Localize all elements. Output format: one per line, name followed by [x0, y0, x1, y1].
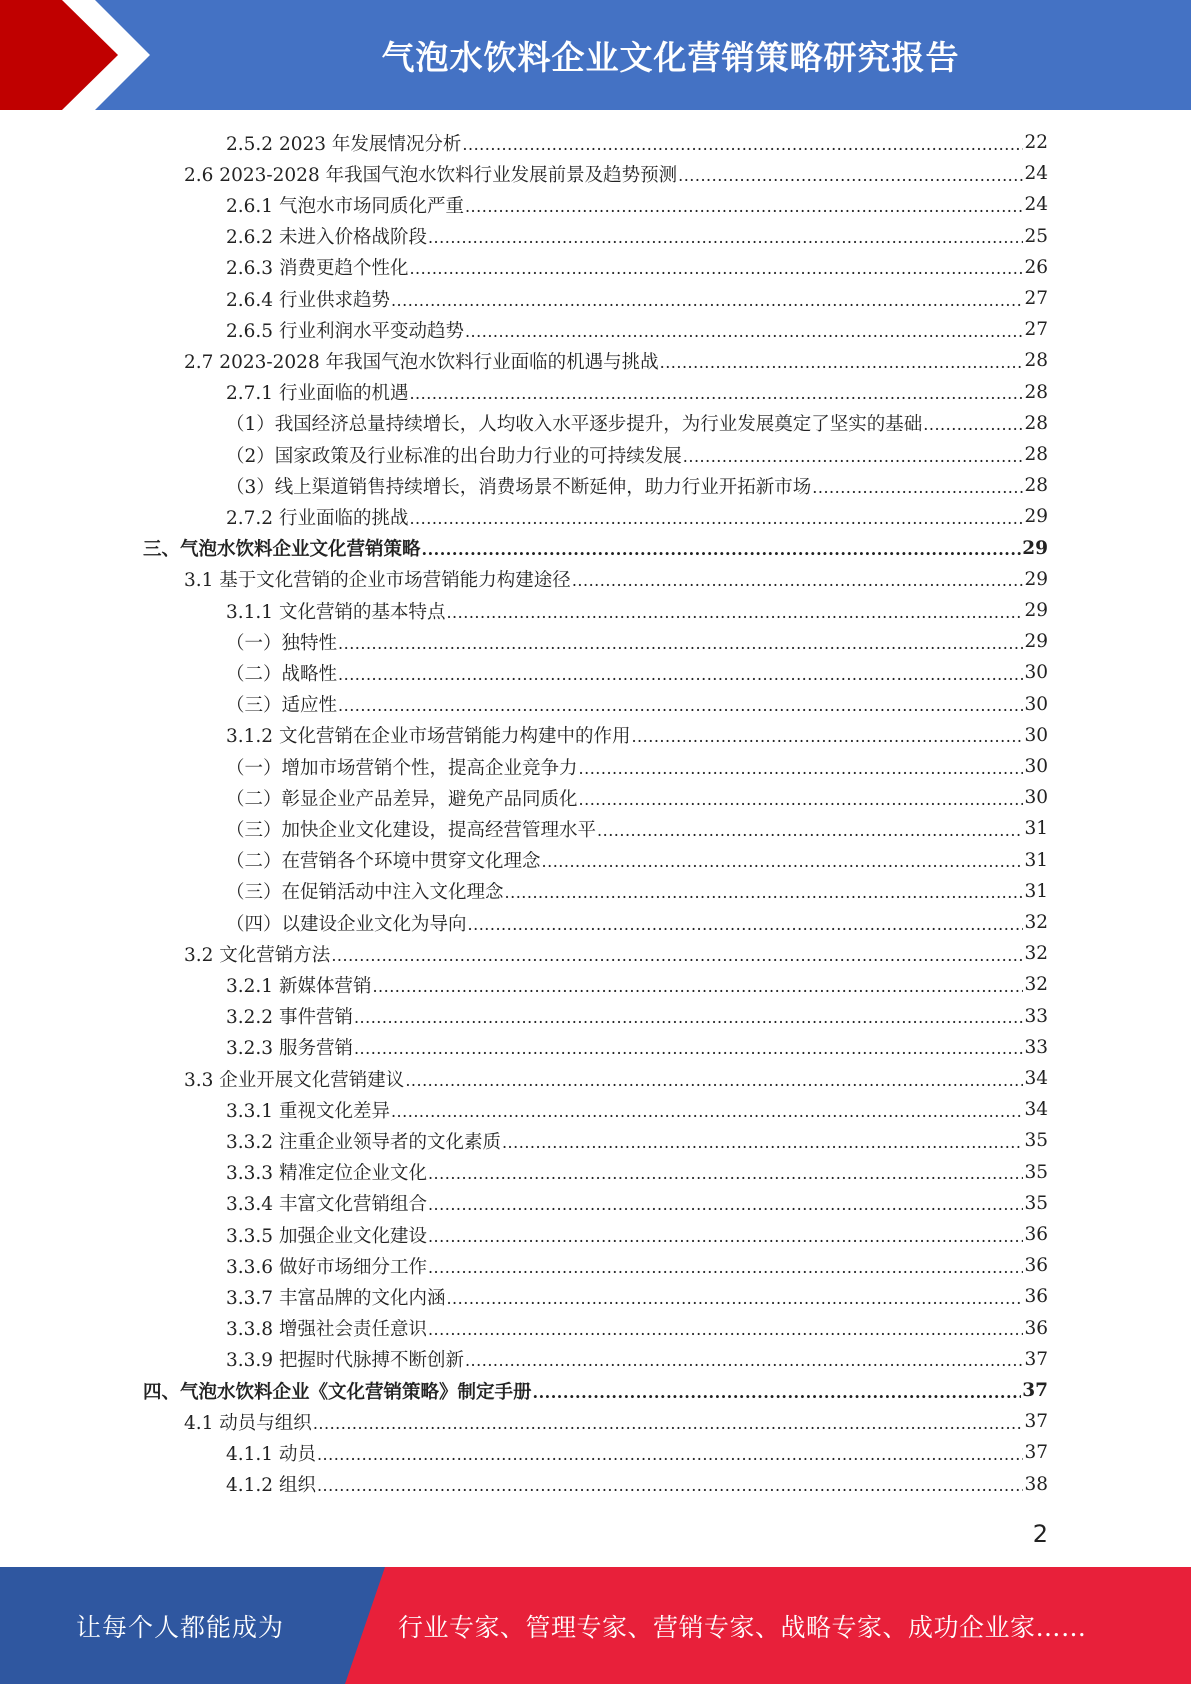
toc-leader-dots — [428, 1194, 1023, 1216]
toc-entry-page: 35 — [1024, 1130, 1048, 1152]
toc-entry-title: （3）线上渠道销售持续增长，消费场景不断延伸，助力行业开拓新市场 — [226, 476, 812, 498]
toc-entry-title: （三）在促销活动中注入文化理念 — [226, 882, 504, 904]
toc-entry[interactable] — [226, 689, 1048, 720]
toc-entry-title: 3.3.1 重视文化差异 — [226, 1100, 390, 1122]
toc-leader-dots — [812, 477, 1023, 499]
toc-entry-page: 29 — [1024, 506, 1048, 528]
toc-entry-page: 37 — [1024, 1411, 1048, 1433]
toc-entry-page: 38 — [1024, 1473, 1048, 1495]
toc-entry[interactable] — [226, 127, 1048, 158]
toc-entry-page: 28 — [1024, 350, 1048, 372]
toc-entry-title: 3.1.1 文化营销的基本特点 — [226, 601, 446, 623]
toc-leader-dots — [354, 1007, 1024, 1029]
toc-leader-dots — [338, 664, 1023, 686]
toc-leader-dots — [428, 227, 1023, 249]
toc-entry-title: 2.7.1 行业面临的机遇 — [226, 383, 409, 405]
toc-entry[interactable] — [226, 751, 1048, 782]
toc-entry[interactable] — [226, 1219, 1048, 1250]
toc-leader-dots — [446, 1288, 1023, 1310]
page-number: 2 — [1032, 1520, 1048, 1548]
toc-leader-dots — [502, 1132, 1023, 1154]
toc-entry-page: 31 — [1024, 880, 1048, 902]
toc-leader-dots — [465, 321, 1023, 343]
toc-entry-page: 30 — [1024, 724, 1048, 746]
toc-entry[interactable] — [226, 221, 1048, 252]
toc-entry[interactable] — [226, 969, 1048, 1000]
toc-entry-title: 4.1.2 组织 — [226, 1475, 316, 1497]
toc-leader-dots — [597, 820, 1023, 842]
toc-leader-dots — [660, 352, 1024, 374]
toc-entry-page: 24 — [1024, 194, 1048, 216]
toc-entry-page: 25 — [1024, 225, 1048, 247]
document-title: 气泡水饮料企业文化营销策略研究报告 — [381, 37, 960, 77]
toc-entry-page: 30 — [1024, 662, 1048, 684]
toc-entry[interactable] — [184, 1406, 1048, 1437]
toc-entry[interactable] — [226, 813, 1048, 844]
toc-entry[interactable] — [184, 345, 1048, 376]
toc-entry-title: 3.2.2 事件营销 — [226, 1007, 353, 1029]
toc-entry-title: 3.3.7 丰富品牌的文化内涵 — [226, 1287, 446, 1309]
toc-entry-page: 28 — [1024, 444, 1048, 465]
toc-entry-title: 2.6 2023-2028 年我国气泡水饮料行业发展前景及趋势预测 — [184, 164, 678, 186]
toc-leader-dots — [317, 1475, 1024, 1497]
toc-entry-title: 2.6.1 气泡水市场同质化严重 — [226, 195, 464, 217]
footer-slogan-right: 行业专家、管理专家、营销专家、战略专家、成功企业家…… — [398, 1612, 1087, 1642]
toc-entry-page: 24 — [1024, 163, 1048, 185]
toc-entry[interactable] — [226, 189, 1048, 220]
toc-entry-page: 32 — [1024, 912, 1048, 933]
toc-leader-dots — [391, 1101, 1023, 1123]
toc-entry-page: 31 — [1024, 818, 1048, 840]
toc-entry[interactable] — [184, 564, 1048, 595]
toc-entry-title: 2.5.2 2023 年发展情况分析 — [226, 133, 462, 155]
toc-entry-page: 30 — [1024, 787, 1048, 809]
toc-leader-dots — [338, 633, 1023, 655]
toc-leader-dots — [579, 789, 1024, 811]
toc-entry-page: 36 — [1024, 1317, 1048, 1339]
toc-entry[interactable] — [226, 470, 1048, 501]
toc-entry-page: 37 — [1022, 1380, 1048, 1401]
toc-leader-dots — [462, 134, 1023, 156]
toc-entry[interactable] — [226, 1437, 1048, 1468]
toc-entry-page: 29 — [1024, 631, 1048, 653]
toc-leader-dots — [405, 1070, 1023, 1092]
toc-leader-dots — [331, 945, 1023, 967]
toc-entry[interactable] — [226, 720, 1048, 751]
toc-entry-page: 33 — [1024, 1036, 1048, 1058]
toc-leader-dots — [428, 1163, 1023, 1185]
toc-entry[interactable] — [226, 876, 1048, 907]
toc-entry-title: （三）加快企业文化建设，提高经营管理水平 — [226, 819, 597, 841]
toc-leader-dots — [338, 695, 1023, 717]
toc-entry-title: 2.6.4 行业供求趋势 — [226, 289, 390, 311]
toc-entry-title: 4.1 动员与组织 — [184, 1412, 312, 1434]
toc-entry-page: 34 — [1024, 1068, 1048, 1089]
toc-leader-dots — [572, 570, 1024, 592]
toc-entry-title: （2）国家政策及行业标准的出台助力行业的可持续发展 — [226, 445, 682, 467]
toc-entry[interactable] — [226, 845, 1048, 876]
toc-entry-page: 34 — [1024, 1099, 1048, 1121]
toc-leader-dots — [579, 758, 1024, 780]
toc-leader-dots — [409, 383, 1023, 405]
toc-entry[interactable] — [226, 782, 1048, 813]
toc-leader-dots — [372, 976, 1023, 998]
toc-entry-page: 27 — [1024, 319, 1048, 341]
toc-entry-title: 3.3.8 增强社会责任意识 — [226, 1319, 427, 1341]
toc-entry[interactable] — [184, 1063, 1048, 1094]
toc-entry-title: 3.1 基于文化营销的企业市场营销能力构建途径 — [184, 570, 571, 592]
toc-leader-dots — [923, 414, 1023, 436]
footer-slogan-left: 让每个人都能成为 — [75, 1612, 284, 1642]
toc-entry[interactable] — [226, 1469, 1048, 1500]
toc-leader-dots — [428, 1226, 1023, 1248]
toc-entry[interactable] — [226, 907, 1048, 938]
toc-leader-dots — [505, 882, 1024, 904]
toc-leader-dots — [422, 539, 1022, 561]
toc-entry-title: （二）彰显企业产品差异，避免产品同质化 — [226, 788, 578, 810]
page-footer — [0, 1567, 1191, 1684]
toc-entry[interactable] — [226, 1032, 1048, 1063]
toc-leader-dots — [631, 726, 1023, 748]
toc-entry-title: 2.7.2 行业面临的挑战 — [226, 507, 409, 529]
toc-entry-page: 26 — [1024, 256, 1048, 278]
toc-entry-page: 36 — [1024, 1255, 1048, 1277]
toc-entry-title: 3.3.3 精准定位企业文化 — [226, 1163, 427, 1185]
toc-entry[interactable] — [226, 1001, 1048, 1032]
page-header — [0, 0, 1191, 110]
toc-entry-title: 2.6.2 未进入价格战阶段 — [226, 227, 427, 249]
toc-entry[interactable] — [226, 252, 1048, 283]
toc-entry-page: 29 — [1022, 537, 1048, 559]
toc-entry-page: 32 — [1024, 974, 1048, 996]
toc-entry[interactable] — [226, 1125, 1048, 1156]
toc-entry[interactable] — [226, 283, 1048, 314]
toc-leader-dots — [428, 1257, 1023, 1279]
toc-entry-page: 35 — [1024, 1192, 1048, 1214]
toc-entry-title: 3.2.3 服务营销 — [226, 1038, 353, 1060]
toc-entry-title: 3.3.2 注重企业领导者的文化素质 — [226, 1131, 501, 1153]
toc-entry[interactable] — [143, 1375, 1048, 1406]
toc-entry-page: 37 — [1024, 1442, 1048, 1464]
toc-entry-page: 32 — [1024, 943, 1048, 965]
toc-leader-dots — [409, 508, 1023, 530]
toc-entry[interactable] — [226, 408, 1048, 439]
toc-entry[interactable] — [226, 439, 1048, 470]
toc-entry-title: （一）独特性 — [226, 632, 338, 654]
toc-entry-page: 28 — [1024, 412, 1048, 434]
toc-entry[interactable] — [226, 1344, 1048, 1375]
toc-leader-dots — [317, 1444, 1024, 1466]
toc-leader-dots — [533, 1382, 1022, 1404]
toc-entry-page: 28 — [1024, 381, 1048, 403]
toc-entry-page: 36 — [1024, 1224, 1048, 1245]
toc-entry[interactable] — [226, 1157, 1048, 1188]
toc-entry-title: （三）适应性 — [226, 695, 338, 717]
toc-entry-title: 四、气泡水饮料企业《文化营销策略》制定手册 — [143, 1381, 532, 1403]
toc-entry-title: 3.2.1 新媒体营销 — [226, 975, 372, 997]
toc-entry[interactable] — [226, 501, 1048, 532]
toc-entry-page: 28 — [1024, 475, 1048, 497]
toc-entry[interactable] — [184, 158, 1048, 189]
toc-entry-page: 30 — [1024, 693, 1048, 715]
toc-entry[interactable] — [226, 1094, 1048, 1125]
toc-leader-dots — [354, 1038, 1024, 1060]
toc-entry-title: （四）以建设企业文化为导向 — [226, 913, 467, 935]
toc-entry-title: 3.2 文化营销方法 — [184, 944, 331, 966]
toc-leader-dots — [542, 851, 1024, 873]
toc-entry-title: （二）战略性 — [226, 663, 338, 685]
toc-entry-title: 3.3 企业开展文化营销建议 — [184, 1069, 405, 1091]
toc-entry-title: （二）在营销各个环境中贯穿文化理念 — [226, 851, 541, 873]
toc-entry[interactable] — [143, 533, 1048, 564]
toc-leader-dots — [468, 914, 1024, 936]
toc-entry[interactable] — [226, 377, 1048, 408]
toc-entry[interactable] — [226, 1250, 1048, 1281]
toc-leader-dots — [428, 1319, 1023, 1341]
toc-entry-title: 2.7 2023-2028 年我国气泡水饮料行业面临的机遇与挑战 — [184, 351, 659, 373]
toc-entry-title: 2.6.5 行业利润水平变动趋势 — [226, 320, 464, 342]
toc-leader-dots — [391, 290, 1023, 312]
toc-entry-page: 37 — [1024, 1348, 1048, 1370]
toc-leader-dots — [678, 165, 1023, 187]
toc-leader-dots — [409, 258, 1023, 280]
toc-entry-page: 29 — [1024, 600, 1048, 621]
toc-entry[interactable] — [226, 657, 1048, 688]
toc-entry[interactable] — [226, 595, 1048, 626]
toc-entry[interactable] — [226, 626, 1048, 657]
toc-entry-page: 35 — [1024, 1161, 1048, 1183]
toc-leader-dots — [683, 446, 1024, 468]
toc-entry-page: 30 — [1024, 756, 1048, 777]
toc-entry-title: 3.3.6 做好市场细分工作 — [226, 1256, 427, 1278]
toc-entry-page: 27 — [1024, 288, 1048, 309]
toc-entry-title: （1）我国经济总量持续增长，人均收入水平逐步提升，为行业发展奠定了坚实的基础 — [226, 414, 923, 436]
toc-entry-title: 4.1.1 动员 — [226, 1443, 316, 1465]
toc-entry-title: 三、气泡水饮料企业文化营销策略 — [143, 539, 421, 561]
toc-entry-page: 33 — [1024, 1005, 1048, 1027]
toc-entry[interactable] — [226, 314, 1048, 345]
toc-entry[interactable] — [226, 1188, 1048, 1219]
toc-leader-dots — [465, 196, 1023, 218]
toc-entry-title: （一）增加市场营销个性，提高企业竞争力 — [226, 757, 578, 779]
toc-entry[interactable] — [226, 1281, 1048, 1312]
toc-leader-dots — [313, 1413, 1024, 1435]
toc-entry-title: 3.3.4 丰富文化营销组合 — [226, 1194, 427, 1216]
toc-entry-title: 2.6.3 消费更趋个性化 — [226, 258, 409, 280]
toc-entry-title: 3.3.5 加强企业文化建设 — [226, 1225, 427, 1247]
toc-leader-dots — [465, 1350, 1023, 1372]
toc-entry[interactable] — [184, 938, 1048, 969]
toc-entry-page: 31 — [1024, 849, 1048, 871]
header-chevron-icon — [0, 0, 160, 110]
toc-entry-page: 22 — [1024, 132, 1048, 153]
toc-entry[interactable] — [226, 1313, 1048, 1344]
toc-leader-dots — [446, 602, 1023, 624]
toc-entry-page: 29 — [1024, 568, 1048, 590]
toc-entry-title: 3.1.2 文化营销在企业市场营销能力构建中的作用 — [226, 726, 631, 748]
toc-entry-title: 3.3.9 把握时代脉搏不断创新 — [226, 1350, 464, 1372]
toc-entry-page: 36 — [1024, 1286, 1048, 1308]
